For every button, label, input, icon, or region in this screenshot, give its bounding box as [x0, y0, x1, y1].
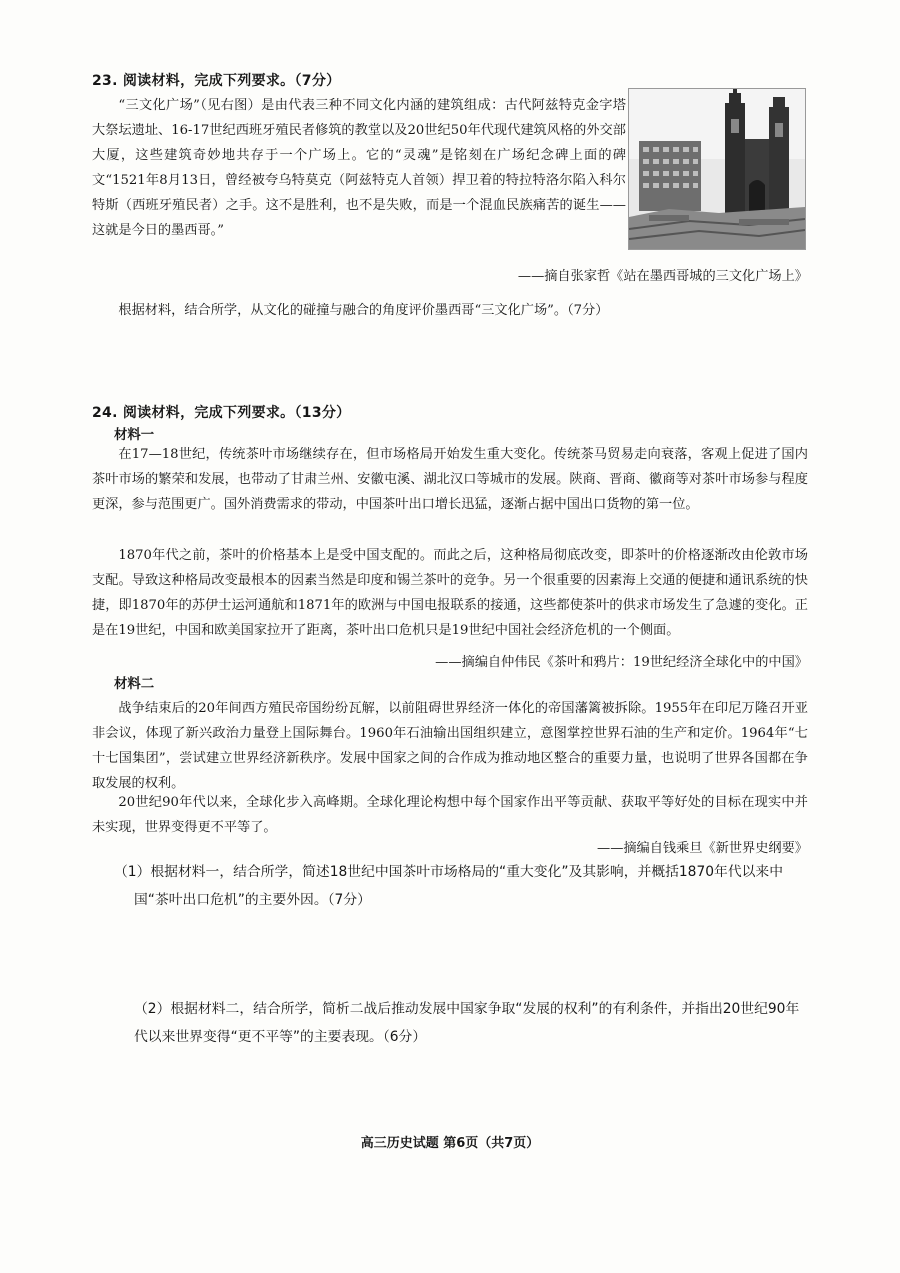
- material-two-paragraph-1: 战争结束后的20年间西方殖民帝国纷纷瓦解，以前阻碍世界经济一体化的帝国藩篱被拆除。1955年在印尼万隆召开亚非会议，体现了新兴政治力量登上国际舞台。1960年石油输出国组织建立，意图掌控世界石油的生产和定价。1964年“七十七国集团”，尝试建立世界经济新秩序。发展中国家之间的合作成为推动地区整合的重要力量，也说明了世界各国都在争取发展的权利。: [92, 701, 808, 791]
- material-one-paragraph-2: 1870年代之前，茶叶的价格基本上是受中国支配的。而此之后，这种格局彻底改变，即茶叶的价格逐渐改由伦敦市场支配。导致这种格局改变最根本的因素当然是印度和锡兰茶叶的竞争。另一个很重要的因素海上交通的便捷和通讯系统的快捷，即1870年的苏伊士运河通航和1871年的欧洲与中国电报联系的接通，这些都使茶叶的供求市场发生了急遽的变化。正是在19世纪，中国和欧美国家拉开了距离，茶叶出口危机只是19世纪中国社会经济危机的一个侧面。: [92, 548, 808, 638]
- q23-title: 23. 阅读材料，完成下列要求。（7分）: [92, 73, 341, 89]
- material-two-label: 材料二: [114, 677, 155, 692]
- material-one-source: ——摘编自仲伟民《茶叶和鸦片：19世纪经济全球化中的中国》: [435, 655, 808, 670]
- q23-question: 根据材料，结合所学，从文化的碰撞与融合的角度评价墨西哥“三文化广场”。（7分）: [118, 303, 609, 318]
- material-one-paragraph-1: 在17—18世纪，传统茶叶市场继续存在，但市场格局开始发生重大变化。传统茶马贸易走向衰落，客观上促进了国内茶叶市场的繁荣和发展，也带动了甘肃兰州、安徽屯溪、湖北汉口等城市的发展。陕商、晋商、徽商等对茶叶市场参与程度更深，参与范围更广。国外消费需求的带动，中国茶叶出口增长迅猛，逐渐占据中国出口货物的第一位。: [92, 447, 808, 512]
- q24-sub-question-2: （2）根据材料二，结合所学，简析二战后推动发展中国家争取“发展的权利”的有利条件，并指出20世纪90年代以来世界变得“更不平等”的主要表现。（6分）: [134, 1001, 800, 1045]
- page-footer: 高三历史试题 第6页（共7页）: [360, 1136, 540, 1151]
- plaza-illustration-icon: [629, 89, 805, 249]
- material-one-label: 材料一: [114, 428, 155, 443]
- material-two-paragraph-2: 20世纪90年代以来，全球化步入高峰期。全球化理论构想中每个国家作出平等贡献、获取平等好处的目标在现实中并未实现，世界变得更不平等了。: [92, 795, 808, 835]
- q23-source: ——摘自张家哲《站在墨西哥城的三文化广场上》: [517, 269, 808, 284]
- q23-material: “三文化广场”（见右图）是由代表三种不同文化内涵的建筑组成：古代阿兹特克金字塔大祭坛遗址、16-17世纪西班牙殖民者修筑的教堂以及20世纪50年代现代建筑风格的外交部大厦，这些建筑奇妙地共存于一个广场上。它的“灵魂”是铭刻在广场纪念碑上面的碑文“1521年8月13日，曾经被夸乌特莫克（阿兹特克人首领）捍卫着的特拉特洛尔陷入科尔特斯（西班牙殖民者）之手。这不是胜利，也不是失败，而是一个混血民族痛苦的诞生——这就是今日的墨西哥。”: [92, 98, 626, 238]
- q24-sub-question-1: （1）根据材料一，结合所学，简述18世纪中国茶叶市场格局的“重大变化”及其影响，并概括1870年代以来中国“茶叶出口危机”的主要外因。（7分）: [114, 864, 784, 908]
- three-cultures-plaza-photo: [628, 88, 806, 250]
- material-two-source: ——摘编自钱乘旦《新世界史纲要》: [597, 841, 808, 856]
- q24-title: 24. 阅读材料，完成下列要求。（13分）: [92, 405, 351, 421]
